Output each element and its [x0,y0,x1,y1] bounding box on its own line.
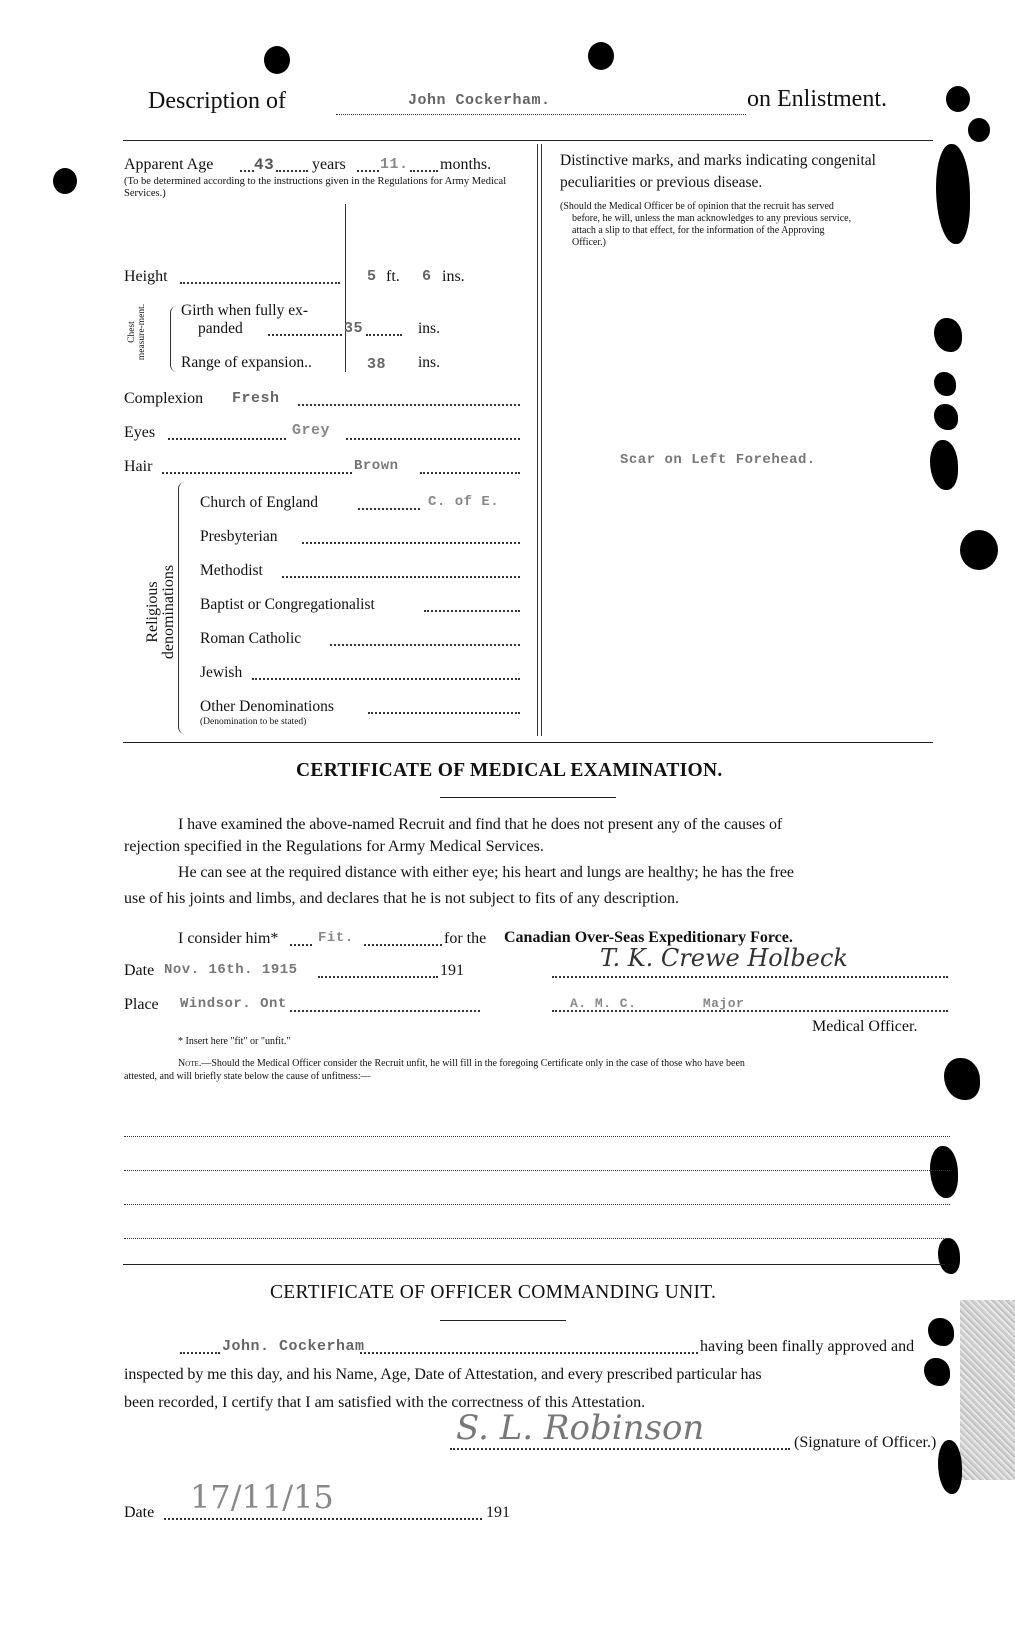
religion-item-presbyterian: Presbyterian [200,528,278,545]
punch-hole [960,530,998,570]
dotted-leader [164,1518,482,1520]
dotted-leader [330,644,520,646]
height-ft-value: 5 [367,268,377,285]
other-denomination-note: (Denomination to be stated) [200,717,307,727]
hair-value: Brown [354,458,399,474]
religion-item-roman-catholic: Roman Catholic [200,630,302,647]
dotted-leader [298,404,520,406]
religion-brace [178,482,185,734]
dotted-leader [290,1010,480,1012]
dotted-leader [180,282,340,284]
dotted-leader [366,334,402,336]
column-divider [541,144,542,736]
unfit-note [178,1058,745,1070]
force-name: Canadian Over-Seas Expeditionary Force. [504,929,793,946]
signature-label: (Signature of Officer.) [794,1434,937,1451]
dotted-leader [357,170,379,172]
consider-suffix: for the [444,930,487,947]
complexion-label: Complexion [124,390,204,407]
commanding-line1-suffix: having been finally approved and [700,1338,915,1355]
complexion-value: Fresh [232,390,280,407]
exam-place-value: Windsor. Ont [180,996,287,1012]
age-months-value: 11. [380,156,409,173]
section-bottom-rule [123,742,933,743]
dotted-leader [276,170,308,172]
distinctive-marks-note-1: (Should the Medical Officer be of opinion that the recruit has served [560,201,834,212]
dotted-leader [346,438,520,440]
unfitness-line[interactable] [124,1136,950,1137]
unfitness-line[interactable] [124,1238,950,1239]
ink-blot [938,1238,960,1274]
dotted-leader [282,576,520,578]
age-note [124,176,524,200]
chest-group-label [127,303,147,361]
ink-blot [934,318,962,352]
ink-blot [930,440,958,490]
medical-para1-line2: rejection specified in the Regulations for Army Medical Services. [124,838,544,855]
commanding-line2: inspected by me this day, and his Name, Age, Date of Attestation, and every prescribed particular has [124,1366,762,1383]
distinctive-marks-note-2: before, he will, unless the man acknowledges to any previous service, [572,213,852,224]
religion-item-methodist: Methodist [200,562,263,579]
fit-footnote: * Insert here "fit" or "unfit." [178,1036,291,1047]
exam-date-value: Nov. 16th. 1915 [164,962,298,978]
dotted-leader [424,610,520,612]
medical-para1-line1: I have examined the above-named Recruit and find that he does not present any of the causes of [178,816,783,833]
section-rule [123,1264,945,1265]
range-unit: ins. [418,354,440,371]
religion-item-jewish: Jewish [200,664,243,681]
dotted-leader [252,678,520,680]
ink-blot [944,1058,980,1100]
value-column-divider [345,204,346,372]
unfit-note-2: attested, and will briefly state below the cause of unfitness:— [124,1071,371,1082]
religion-group-label-2: denominations [160,564,177,660]
age-years-value: 43 [254,156,275,174]
exam-place-label: Place [124,996,159,1013]
months-label: months. [440,156,492,173]
title-underline [440,797,616,798]
commanding-line3: been recorded, I certify that I am satisfied with the correctness of this Attestation. [124,1394,646,1411]
commanding-recruit-name: John. Cockerham [222,1338,365,1355]
medical-officer-title: Medical Officer. [812,1018,918,1035]
exam-date-label: Date [124,962,155,979]
girth-label-2: panded [198,320,243,337]
dotted-leader [268,334,342,336]
ink-blot [928,1318,954,1346]
dotted-leader [420,472,520,474]
commanding-officer-signature: S. L. Robinson [456,1408,705,1448]
dotted-leader [368,712,520,714]
ink-blot [934,372,956,396]
medical-para2-line2: use of his joints and limbs, and declares that he is not subject to fits of any description. [124,890,680,907]
unfitness-line[interactable] [124,1170,950,1171]
range-value: 38 [367,356,387,373]
ink-blot [934,404,958,430]
dotted-leader [410,170,438,172]
name-dotted-line [336,114,746,115]
paper-damage [960,1300,1015,1480]
punch-hole [588,42,614,70]
ink-blot [924,1358,950,1386]
distinctive-marks-note-3: attach a slip to that effect, for the information of the Approving [572,225,825,236]
exam-date-year: 191 [440,962,464,979]
ink-blot [938,1440,962,1494]
commanding-date-label: Date [124,1504,155,1521]
medical-certificate-title: CERTIFICATE OF MEDICAL EXAMINATION. [296,760,723,781]
hair-label: Hair [124,458,153,475]
distinctive-marks-heading-2: peculiarities or previous disease. [560,174,763,191]
eyes-value: Grey [292,422,331,439]
dotted-leader [360,1352,698,1354]
dotted-leader [290,944,312,946]
height-in-value: 6 [422,268,432,285]
header-rule [123,140,933,141]
years-label: years [312,156,346,173]
signature-line [450,1448,790,1450]
signature-line [552,976,948,978]
ink-blot [936,144,970,244]
punch-hole [946,86,970,112]
dotted-leader [162,472,352,474]
distinctive-marks-heading: Distinctive marks, and marks indicating congenital [560,152,876,169]
ink-blot [930,1146,958,1198]
religion-group-label-1: Religious [144,581,161,643]
commanding-certificate-title: CERTIFICATE OF OFFICER COMMANDING UNIT. [270,1282,717,1303]
ins-label: ins. [442,268,465,285]
recruit-name: John Cockerham. [408,92,551,109]
consider-prefix: I consider him* [178,930,279,947]
distinctive-marks-note-4: Officer.) [572,237,606,248]
religion-item-other: Other Denominations [200,698,334,715]
ft-label: ft. [386,268,400,285]
note-text: —Should the Medical Officer consider the Recruit unfit, he will fill in the foregoing Certificate only in the case of those who have been [201,1058,745,1069]
girth-value: 35 [344,320,364,337]
chest-brace [170,306,177,372]
unfitness-line[interactable] [124,1204,950,1205]
eyes-label: Eyes [124,424,156,441]
column-divider [537,144,538,736]
dotted-leader [318,976,438,978]
header-prefix: Description of [148,88,286,114]
dotted-leader [302,542,520,544]
punch-hole [264,46,290,74]
note-label: Note. [178,1058,202,1069]
commanding-date-value: 17/11/15 [190,1478,334,1516]
range-label: Range of expansion.. [181,354,312,371]
distinctive-marks-value: Scar on Left Forehead. [620,452,816,468]
religion-group-label [145,547,177,677]
medical-officer-signature: T. K. Crewe Holbeck [600,944,848,972]
religion-item-church-of-england: Church of England [200,494,318,511]
title-underline [440,1320,566,1321]
medical-para2-line1: He can see at the required distance with either eye; his heart and lungs are healthy; he has the free [178,864,794,881]
religion-item-baptist: Baptist or Congregationalist [200,596,375,613]
age-label: Apparent Age [124,156,214,173]
age-note-text: (To be determined according to the instructions given in the Regulations for Army Medical Services.) [124,176,507,199]
officer-rank: A. M. C. Major [570,996,745,1011]
dotted-leader [358,508,420,510]
commanding-date-year: 191 [486,1504,510,1521]
girth-unit: ins. [418,320,440,337]
religion-value-church-of-england: C. of E. [428,494,500,510]
dotted-leader [364,944,442,946]
chest-group-text: Chest measure-ment. [127,303,147,361]
fitness-value: Fit. [318,930,354,946]
header-suffix: on Enlistment. [747,86,887,112]
dotted-leader [168,438,286,440]
height-label: Height [124,268,168,285]
dotted-leader [240,170,254,172]
dotted-leader [180,1352,220,1354]
punch-hole [53,168,77,194]
punch-hole [968,118,990,142]
girth-label: Girth when fully ex- [181,302,308,319]
